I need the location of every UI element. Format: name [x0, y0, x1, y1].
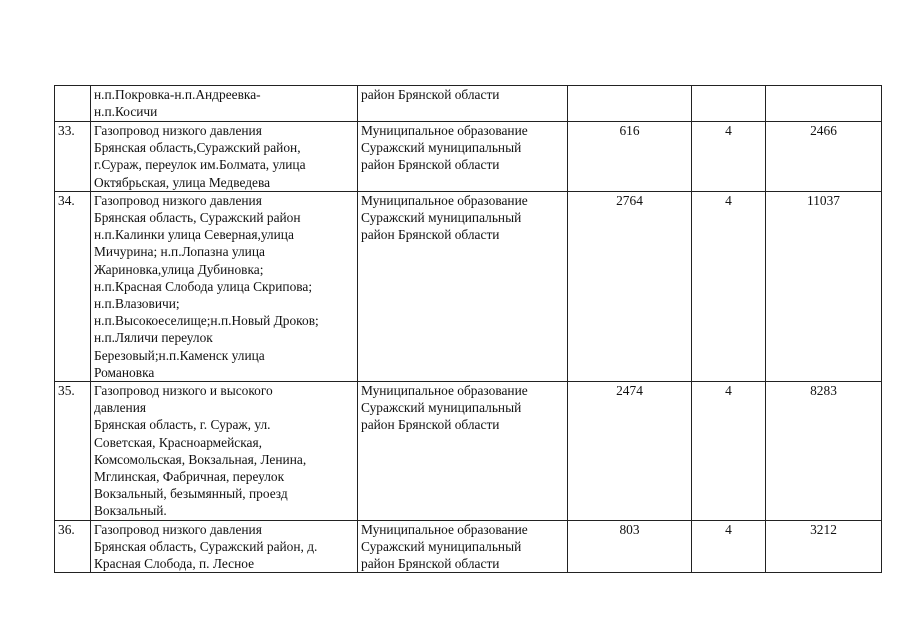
owner-line: Суражский муниципальный: [361, 140, 522, 156]
object-description-cell: [91, 86, 358, 122]
description-line: Газопровод низкого давления: [94, 123, 262, 138]
owner-line: Суражский муниципальный: [361, 210, 522, 226]
pressure-category-cell: 4: [692, 191, 766, 381]
description-line: Вокзальный, безымянный, проезд: [94, 486, 288, 502]
owner-line: Муниципальное образование: [361, 123, 528, 138]
description-line: Березовый;н.п.Каменск улица: [94, 347, 265, 363]
owner-line: Муниципальное образование: [361, 192, 528, 208]
description-line: Романовка: [94, 364, 155, 380]
row-number-cell: 34.: [55, 191, 91, 381]
owner-line: район Брянской области: [361, 227, 500, 243]
pressure-category-cell: 4: [692, 520, 766, 573]
pressure-category-cell: [692, 86, 766, 122]
pressure-category-cell: 4: [692, 382, 766, 521]
row-number-cell: [55, 86, 91, 122]
object-description-cell: [91, 191, 358, 381]
length-cell: 616: [568, 122, 692, 192]
description-line: Мглинская, Фабричная, переулок: [94, 469, 285, 485]
description-line: Вокзальный.: [94, 503, 167, 519]
owner-cell: [358, 86, 568, 122]
description-line: н.п.Влазовичи;: [94, 296, 180, 312]
row-number-cell: 35.: [55, 382, 91, 521]
value-cell: 11037: [766, 191, 882, 381]
length-cell: 803: [568, 520, 692, 573]
object-description-cell: [91, 122, 358, 192]
length-cell: 2474: [568, 382, 692, 521]
table-row: [55, 86, 882, 122]
owner-cell: [358, 520, 568, 573]
description-line: н.п.Калинки улица Северная,улица: [94, 227, 294, 243]
document-page: [54, 85, 881, 573]
owner-line: Суражский муниципальный: [361, 538, 522, 554]
description-line: н.п.Высокоеселище;н.п.Новый Дроков;: [94, 313, 319, 329]
description-line: н.п.Красная Слобода улица Скрипова;: [94, 278, 313, 294]
length-cell: [568, 86, 692, 122]
description-line: н.п.Косичи: [94, 104, 158, 120]
description-line: Брянская область, Суражский район: [94, 210, 301, 226]
owner-line: Суражский муниципальный: [361, 400, 522, 416]
description-line: Комсомольская, Вокзальная, Ленина,: [94, 451, 307, 467]
table-row: [55, 122, 882, 192]
value-cell: 2466: [766, 122, 882, 192]
value-cell: 3212: [766, 520, 882, 573]
description-line: Советская, Красноармейская,: [94, 434, 262, 450]
table-row: [55, 382, 882, 521]
description-line: Газопровод низкого давления: [94, 521, 262, 537]
description-line: н.п.Покровка-н.п.Андреевка-: [94, 87, 261, 102]
description-line: Газопровод низкого давления: [94, 192, 262, 208]
gas-pipeline-table: [54, 85, 882, 573]
value-cell: 8283: [766, 382, 882, 521]
object-description-cell: [91, 382, 358, 521]
row-number-cell: 36.: [55, 520, 91, 573]
table-row: [55, 520, 882, 573]
owner-line: Муниципальное образование: [361, 383, 528, 399]
owner-line: район Брянской области: [361, 87, 500, 102]
owner-cell: [358, 382, 568, 521]
owner-cell: [358, 191, 568, 381]
pressure-category-cell: 4: [692, 122, 766, 192]
description-line: г.Сураж, переулок им.Болмата, улица: [94, 157, 306, 173]
description-line: н.п.Ляличи переулок: [94, 330, 213, 346]
object-description-cell: [91, 520, 358, 573]
description-line: Газопровод низкого и высокого: [94, 383, 273, 399]
owner-cell: [358, 122, 568, 192]
description-line: Брянская область,Суражский район,: [94, 140, 301, 156]
description-line: давления: [94, 400, 147, 416]
owner-line: Муниципальное образование: [361, 521, 528, 537]
description-line: Мичурина; н.п.Лопазна улица: [94, 244, 265, 260]
description-line: Октябрьская, улица Медведева: [94, 174, 271, 190]
owner-line: район Брянской области: [361, 157, 500, 173]
length-cell: 2764: [568, 191, 692, 381]
description-line: Красная Слобода, п. Лесное: [94, 556, 255, 572]
owner-line: район Брянской области: [361, 417, 500, 433]
table-row: [55, 191, 882, 381]
description-line: Жариновка,улица Дубиновка;: [94, 261, 264, 277]
owner-line: район Брянской области: [361, 556, 500, 572]
row-number-cell: 33.: [55, 122, 91, 192]
value-cell: [766, 86, 882, 122]
description-line: Брянская область, Суражский район, д.: [94, 538, 318, 554]
description-line: Брянская область, г. Сураж, ул.: [94, 417, 271, 433]
